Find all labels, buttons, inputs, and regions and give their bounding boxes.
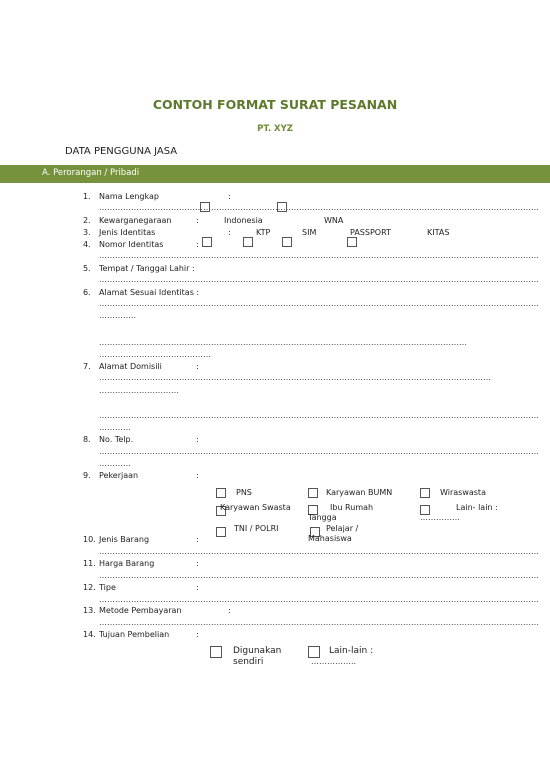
field-label-jenis-identitas: Jenis Identitas [99, 228, 156, 237]
job-bumn: Karyawan BUMN [326, 488, 393, 497]
field-number: 2. [83, 216, 91, 225]
field-label-harga: Harga Barang [99, 559, 155, 568]
job-swasta: Karyawan Swasta [220, 503, 291, 512]
field-number: 9. [83, 471, 91, 480]
fill-line[interactable]: ………………………………………………………………………………………………………………………………………………… [99, 203, 539, 212]
job-pelajar-cont: Mahasiswa [308, 534, 352, 543]
job-irt: Ibu Rumah [330, 503, 374, 512]
fill-line[interactable]: ………………………………………………………………………………………………………………………… [99, 338, 467, 347]
job-irt-cont: Tangga [308, 513, 337, 522]
checkbox-wiraswasta[interactable] [420, 488, 430, 498]
fill-line[interactable]: ………………………………………………………………………………………………………………………………………………… [99, 275, 539, 284]
checkbox-kitas[interactable] [347, 237, 357, 247]
option-kitas[interactable]: KITAS [427, 228, 450, 237]
fill-line[interactable]: …………………………………… [99, 350, 211, 359]
fill-line[interactable]: ………………………………………………………………………………………………………………………………………………… [99, 447, 539, 456]
field-number: 12. [83, 583, 96, 592]
field-number: 10. [83, 535, 96, 544]
option-digunakan: Digunakan [233, 646, 282, 656]
field-colon: : [228, 228, 231, 237]
field-number: 11. [83, 559, 96, 568]
option-indonesia[interactable]: Indonesia [224, 216, 263, 225]
field-number: 14. [83, 630, 96, 639]
fill-line[interactable]: …………… [420, 513, 460, 522]
field-colon: : [196, 216, 199, 225]
job-tni: TNI / POLRI [234, 524, 279, 533]
field-colon: : [196, 630, 199, 639]
document-title: CONTOH FORMAT SURAT PESANAN [152, 97, 398, 112]
field-number: 8. [83, 435, 91, 444]
company-name: PT. XYZ [257, 124, 293, 134]
option-ktp[interactable]: KTP [256, 228, 271, 237]
field-label-ttl: Tempat / Tanggal Lahir : [99, 264, 195, 273]
option-lain-lain: Lain-lain : [329, 646, 374, 656]
fill-line[interactable]: ………………………………………………………………………………………………………………………………………………… [99, 251, 539, 260]
section-band [0, 165, 550, 183]
field-colon: : [196, 559, 199, 568]
fill-line[interactable]: ………………………………………………………………………………………………………………………………………………… [99, 618, 539, 627]
field-number: 4. [83, 240, 91, 249]
fill-line[interactable]: ………………………………………………………………………………………………………………………………………………… [99, 411, 539, 420]
checkbox-bumn[interactable] [308, 488, 318, 498]
field-colon: : [196, 362, 199, 371]
field-label-telp: No. Telp. [99, 435, 134, 444]
job-pelajar: Pelajar / [326, 524, 359, 533]
field-number: 5. [83, 264, 91, 273]
field-colon: : [196, 535, 199, 544]
option-sim[interactable]: SIM [302, 228, 317, 237]
job-lain: Lain- lain : [456, 503, 498, 512]
fill-line[interactable]: ………………………… [99, 386, 179, 395]
field-label-alamat-domisili: Alamat Domisili [99, 362, 162, 371]
field-number: 6. [83, 288, 91, 297]
field-colon: : [196, 583, 199, 592]
job-pns: PNS [236, 488, 252, 497]
field-number: 3. [83, 228, 91, 237]
fill-line[interactable]: ………………………………………………………………………………………………………………………………………………… [99, 547, 539, 556]
field-colon: : [196, 471, 199, 480]
checkbox-ktp[interactable] [202, 237, 212, 247]
section-heading: DATA PENGGUNA JASA [65, 146, 178, 157]
field-number: 13. [83, 606, 96, 615]
field-label-metode: Metode Pembayaran [99, 606, 182, 615]
field-label-tipe: Tipe [99, 583, 116, 592]
option-passport[interactable]: PASSPORT [350, 228, 391, 237]
fill-line[interactable]: ………… [99, 459, 131, 468]
field-label-nama: Nama Lengkap [99, 192, 159, 201]
fill-line[interactable]: ………………………………………………………………………………………………………………………………………………… [99, 299, 539, 308]
field-colon: : [228, 192, 231, 201]
field-label-kewarganegaraan: Kewarganegaraan [99, 216, 172, 225]
field-label-tujuan: Tujuan Pembelian [99, 630, 170, 639]
section-band-label: A. Perorangan / Pribadi [42, 168, 140, 178]
checkbox-tni[interactable] [216, 527, 226, 537]
checkbox-pns[interactable] [216, 488, 226, 498]
fill-line[interactable]: ………….. [99, 311, 137, 320]
fill-line[interactable]: ………… [99, 423, 131, 432]
field-label-alamat-identitas: Alamat Sesuai Identitas : [99, 288, 200, 297]
field-label-nomor-identitas: Nomor Identitas [99, 240, 164, 249]
field-number: 7. [83, 362, 91, 371]
fill-line[interactable]: ………………………………………………………………………………………………………………………………………………… [99, 595, 539, 604]
field-colon: : [196, 240, 199, 249]
checkbox-digunakan-sendiri[interactable] [210, 646, 222, 658]
fill-line[interactable]: ………………………………………………………………………………………………………………………………………………… [99, 571, 539, 580]
checkbox-passport[interactable] [282, 237, 292, 247]
field-colon: : [228, 606, 231, 615]
field-label-pekerjaan: Pekerjaan [99, 471, 139, 480]
field-number: 1. [83, 192, 91, 201]
field-colon: : [196, 435, 199, 444]
fill-line[interactable]: …………….. [311, 657, 357, 666]
checkbox-sim[interactable] [243, 237, 253, 247]
field-label-jenis-barang: Jenis Barang [99, 535, 150, 544]
option-wna[interactable]: WNA [324, 216, 344, 225]
job-wiraswasta: Wiraswasta [440, 488, 486, 497]
fill-line[interactable]: ………………………………………………………………………………………………………………………………… [99, 373, 491, 382]
option-sendiri: sendiri [233, 657, 264, 667]
